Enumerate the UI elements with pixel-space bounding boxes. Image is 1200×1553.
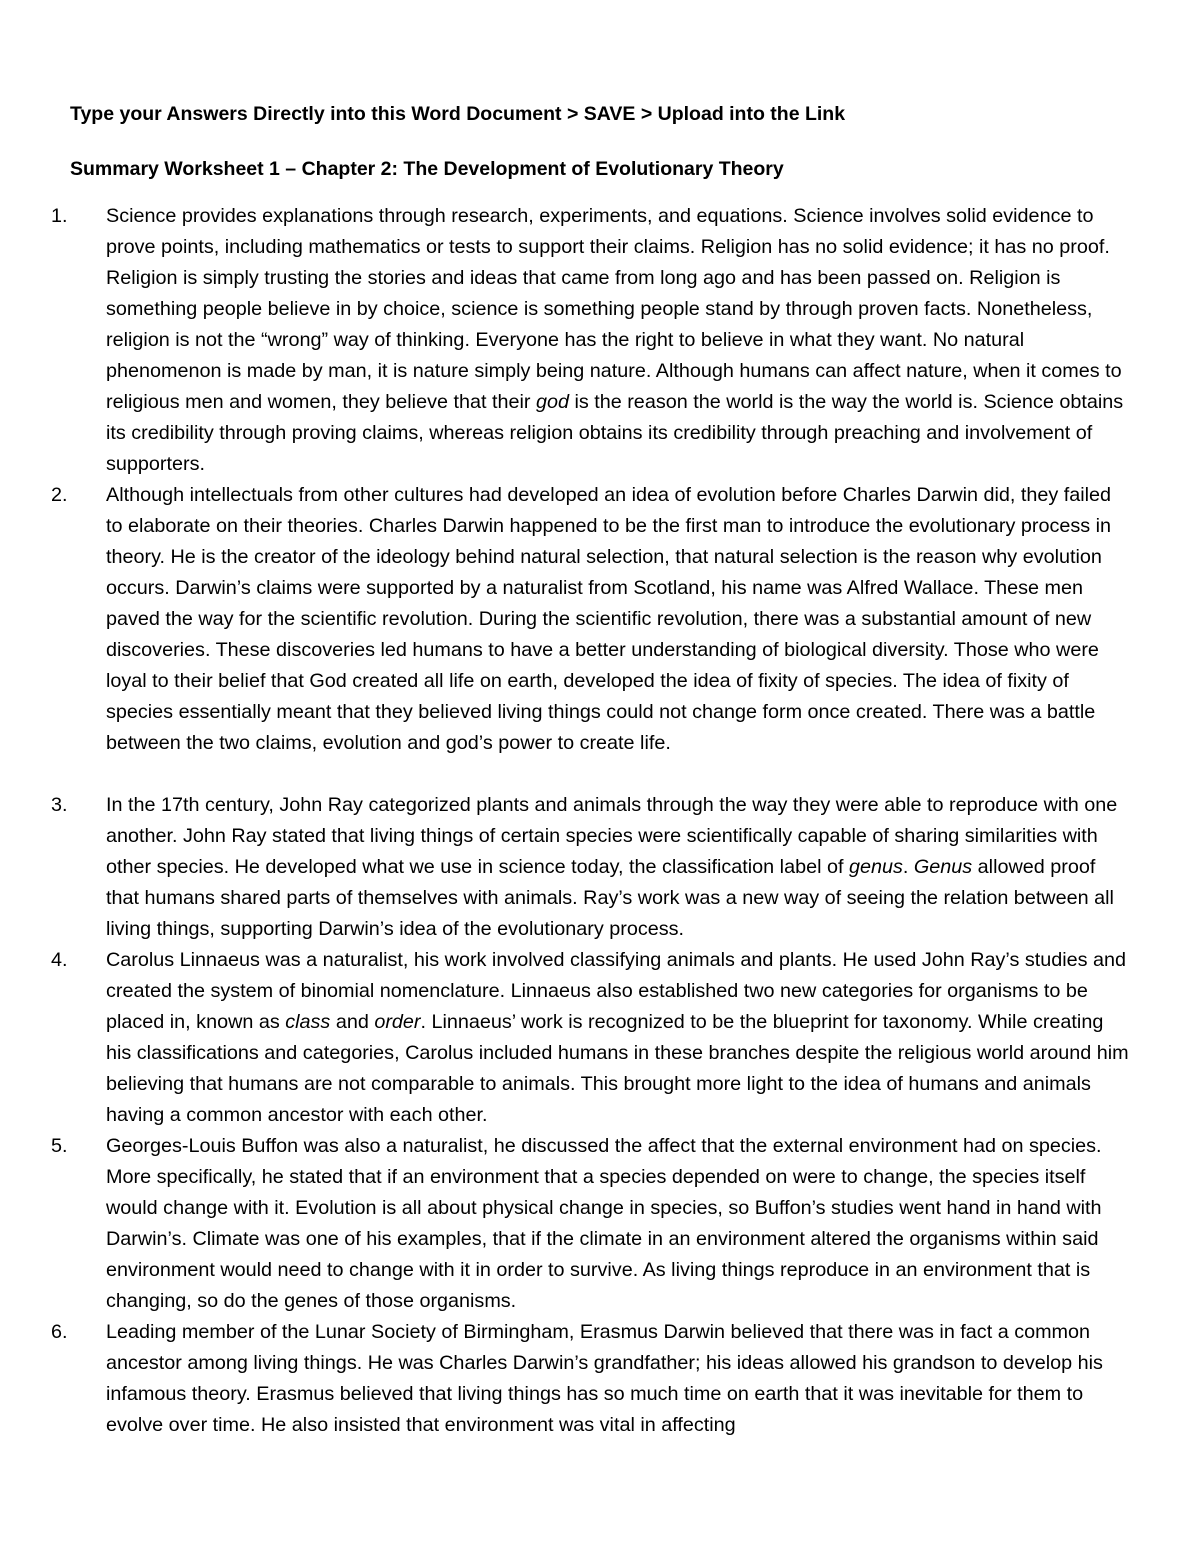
- answer-text: [106, 201, 1131, 480]
- answer-item-1: [0, 201, 1131, 480]
- answer-text-segment: Although intellectuals from other cultures had developed an idea of evolution before Charles Darwin did, they failed to elaborate on their theories. Charles Darwin happened to be the first man to introduce the evolutionary process in theory. He is the creator of the ideology behind natural selection, that natural selection is the reason why evolution occurs. Darwin’s claims were supported by a naturalist from Scotland, his name was Alfred Wallace. These men paved the way for the scientific revolution. During the scientific revolution, there was a substantial amount of new discoveries. These discoveries led humans to have a better understanding of biological diversity. Those who were loyal to their belief that God created all life on earth, developed the idea of fixity of species. The idea of fixity of species essentially meant that they believed living things could not change form once created. There was a battle between the two claims, evolution and god’s power to create life.: [106, 484, 1112, 754]
- answer-text-segment: is the reason the world is the way the world is. Science obtains its credibility through proving claims, whereas religion obtains its credibility through preaching and involvement of supporters.: [106, 391, 1124, 475]
- answer-text-italic-segment: Genus: [913, 856, 973, 878]
- answer-text: [106, 790, 1131, 945]
- answer-number: 6.: [51, 1321, 68, 1343]
- answer-number: 4.: [51, 949, 68, 971]
- answer-number: 3.: [51, 794, 68, 816]
- answer-item-4: [0, 945, 1131, 1131]
- answer-number: 1.: [51, 205, 68, 227]
- answer-list: [0, 201, 1200, 1441]
- answer-text-segment: Carolus Linnaeus was a naturalist, his work involved classifying animals and plants. He used John Ray’s studies and created the system of binomial nomenclature. Linnaeus also established two new categories for organisms to be placed in, known as: [106, 949, 1127, 1033]
- answer-text: [106, 1131, 1131, 1317]
- answer-text-segment: allowed proof that humans shared parts of themselves with animals. Ray’s work was a new way of seeing the relation between all living things, supporting Darwin’s idea of the evolutionary process.: [106, 856, 1114, 940]
- answer-number: 2.: [51, 484, 68, 506]
- answer-text-segment: In the 17th century, John Ray categorized plants and animals through the way they were able to reproduce with one another. John Ray stated that living things of certain species were scientifically capable of sharing similarities with other species. He developed what we use in science today, the classification label of: [106, 794, 1118, 878]
- answer-text-italic-segment: god: [535, 391, 569, 413]
- answer-item-5: [0, 1131, 1131, 1317]
- answer-text-segment: .: [902, 856, 914, 878]
- answer-text-segment: and: [330, 1011, 375, 1033]
- answer-text: [106, 480, 1131, 759]
- answer-text: [106, 945, 1131, 1131]
- answer-text-segment: Georges-Louis Buffon was also a naturalist, he discussed the affect that the external environment had on species. More specifically, he stated that if an environment that a species depended on were to change, the species itself would change with it. Evolution is all about physical change in species, so Buffon’s studies went hand in hand with Darwin’s. Climate was one of his examples, that if the climate in an environment altered the organisms within said environment would need to change with it in order to survive. As living things reproduce in an environment that is changing, so do the genes of those organisms.: [106, 1135, 1102, 1312]
- answer-text-segment: Science provides explanations through research, experiments, and equations. Science involves solid evidence to prove points, including mathematics or tests to support their claims. Religion has no solid evidence; it has no proof. Religion is simply trusting the stories and ideas that came from long ago and has been passed on. Religion is something people believe in by choice, science is something people stand by through proven facts. Nonetheless, religion is not the “wrong” way of thinking. Everyone has the right to believe in what they want. No natural phenomenon is made by man, it is nature simply being nature. Although humans can affect nature, when it comes to religious men and women, they believe that their: [106, 205, 1122, 413]
- answer-text: [106, 1317, 1131, 1441]
- instruction-heading: Type your Answers Directly into this Word Document > SAVE > Upload into the Link: [70, 103, 846, 125]
- answer-item-6: [0, 1317, 1131, 1441]
- answer-item-2: [0, 480, 1131, 759]
- answer-text-italic-segment: class: [285, 1011, 331, 1033]
- answer-text-segment: . Linnaeus’ work is recognized to be the blueprint for taxonomy. While creating his classifications and categories, Carolus included humans in these branches despite the religious world around him believing that humans are not comparable to animals. This brought more light to the idea of humans and animals having a common ancestor with each other.: [106, 1011, 1129, 1126]
- answer-item-3: [0, 790, 1131, 945]
- answer-text-segment: Leading member of the Lunar Society of Birmingham, Erasmus Darwin believed that there was in fact a common ancestor among living things. He was Charles Darwin’s grandfather; his ideas allowed his grandson to develop his infamous theory. Erasmus believed that living things has so much time on earth that it was inevitable for them to evolve over time. He also insisted that environment was vital in affecting: [106, 1321, 1103, 1436]
- answer-number: 5.: [51, 1135, 68, 1157]
- worksheet-title: Summary Worksheet 1 – Chapter 2: The Development of Evolutionary Theory: [70, 158, 784, 180]
- answer-text-italic-segment: genus: [848, 856, 903, 878]
- answer-text-italic-segment: order: [374, 1011, 421, 1033]
